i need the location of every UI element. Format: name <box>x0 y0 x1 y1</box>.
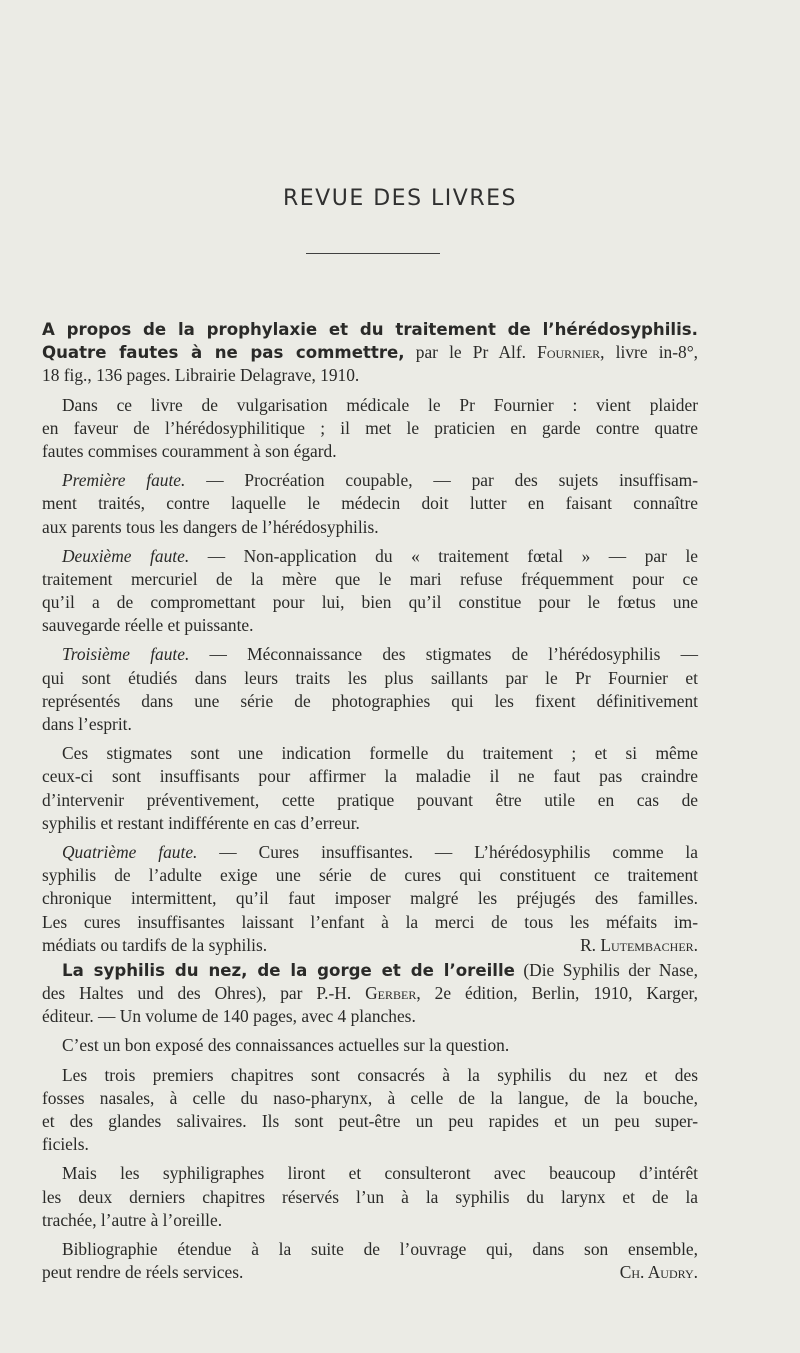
paragraph <box>42 1064 698 1157</box>
paragraph <box>42 742 698 835</box>
text-line: Bibliographie étendue à la suite de l’ouvrage qui, dans son ensemble, <box>62 1238 698 1259</box>
signature: R. Lutembacher. <box>580 934 698 955</box>
paragraph <box>42 841 698 957</box>
text-line: et des glandes salivaires. Ils sont peut-être un peu rapides et un peu super- <box>42 1111 698 1131</box>
text-line: médiats ou tardifs de la syphilis. R. Lutembacher. <box>42 934 698 957</box>
author-name: Fournier <box>537 342 601 363</box>
text-line: Les cures insuffisantes laissant l’enfant à la merci de tous les méfaits im- <box>42 911 698 932</box>
text-line: chronique intermittent, qu’il faut imposer malgré les préjugés des familles. <box>42 888 698 909</box>
text-line: ment traités, contre laquelle le médecin doit lutter en faisant connaître <box>42 493 698 514</box>
text-line: syphilis de l’adulte exige une série de cures qui constituent ce traitement <box>42 865 698 886</box>
text-line: ceux-ci sont insuffisants pour affirmer la maladie il ne faut pas craindre <box>42 766 698 787</box>
review-title-line: A propos de la prophylaxie et du traitement de l’hérédosyphilis. <box>42 320 698 339</box>
paragraph <box>42 1034 698 1057</box>
text-line: sauvegarde réelle et puissante. <box>42 615 254 636</box>
text-line: Les trois premiers chapitres sont consacrés à la syphilis du nez et des <box>62 1064 698 1085</box>
review-heading <box>42 959 698 1029</box>
text-line: aux parents tous les dangers de l’hérédosyphilis. <box>42 516 379 537</box>
text-line: Deuxième faute. — Non-application du « traitement fœtal » — par le <box>62 545 698 566</box>
review-meta-line: éditeur. — Un volume de 140 pages, avec 4 planches. <box>42 1006 416 1027</box>
text-line: syphilis et restant indifférente en cas d’erreur. <box>42 812 360 833</box>
text-line: qui sont étudiés dans leurs traits les plus saillants par le Pr Fournier et <box>42 667 698 688</box>
text-line: Troisième faute. — Méconnaissance des stigmates de l’hérédosyphilis — <box>62 644 698 665</box>
text-line: qu’il a de compromettant pour lui, bien qu’il constitue pour le fœtus une <box>42 592 698 613</box>
review-meta-line: 18 fig., 136 pages. Librairie Delagrave, 1910. <box>42 365 360 386</box>
text-line: représentés dans une série de photographies qui les fixent définitivement <box>42 690 698 711</box>
author-name: Gerber <box>365 983 417 1004</box>
section-title: REVUE DES LIVRES <box>283 186 517 211</box>
paragraph <box>42 1162 698 1232</box>
paragraph <box>42 643 698 736</box>
text-line: traitement mercuriel de la mère que le mari refuse fréquemment pour ce <box>42 568 698 589</box>
review-heading <box>42 318 698 388</box>
text-line: trachée, l’autre à l’oreille. <box>42 1209 223 1230</box>
text-line: d’intervenir préventivement, cette pratique pouvant être utile en cas de <box>42 789 698 810</box>
text-line: peut rendre de réels services. Ch. Audry. <box>42 1261 698 1284</box>
text-line: Quatrième faute. — Cures insuffisantes. — L’hérédosyphilis comme la <box>62 841 698 862</box>
text-line: fautes commises couramment à son égard. <box>42 440 337 461</box>
review-meta-line: des Haltes und des Ohres), par P.-H. Gerber, 2e édition, Berlin, 1910, Karger, <box>42 983 698 1004</box>
text-line: ficiels. <box>42 1134 89 1155</box>
text-line: C’est un bon exposé des connaissances actuelles sur la question. <box>62 1035 510 1056</box>
text-line: Mais les syphiligraphes liront et consulteront avec beaucoup d’intérêt <box>62 1163 698 1184</box>
paragraph <box>42 394 698 464</box>
text-line: fosses nasales, à celle du naso-pharynx, à celle de la langue, de la bouche, <box>42 1087 698 1108</box>
review-title-line: Quatre fautes à ne pas commettre, par le Pr Alf. Fournier, livre in-8°, <box>42 342 699 363</box>
text-line: Première faute. — Procréation coupable, — par des sujets insuffisam- <box>62 470 698 491</box>
review-title-line: La syphilis du nez, de la gorge et de l’oreille (Die Syphilis der Nase, <box>62 959 698 980</box>
article-body <box>42 318 698 1284</box>
paragraph <box>42 545 698 638</box>
text-line: Ces stigmates sont une indication formelle du traitement ; et si même <box>62 743 698 764</box>
paragraph <box>42 1238 698 1284</box>
text-line: dans l’esprit. <box>42 714 132 734</box>
text-line: en faveur de l’hérédosyphilitique ; il met le praticien en garde contre quatre <box>42 417 698 438</box>
paragraph <box>42 469 698 539</box>
text-line: Dans ce livre de vulgarisation médicale le Pr Fournier : vient plaider <box>62 394 698 415</box>
title-rule <box>306 253 440 254</box>
signature: Ch. Audry. <box>619 1262 698 1283</box>
text-line: les deux derniers chapitres réservés l’un à la syphilis du larynx et de la <box>42 1186 698 1207</box>
